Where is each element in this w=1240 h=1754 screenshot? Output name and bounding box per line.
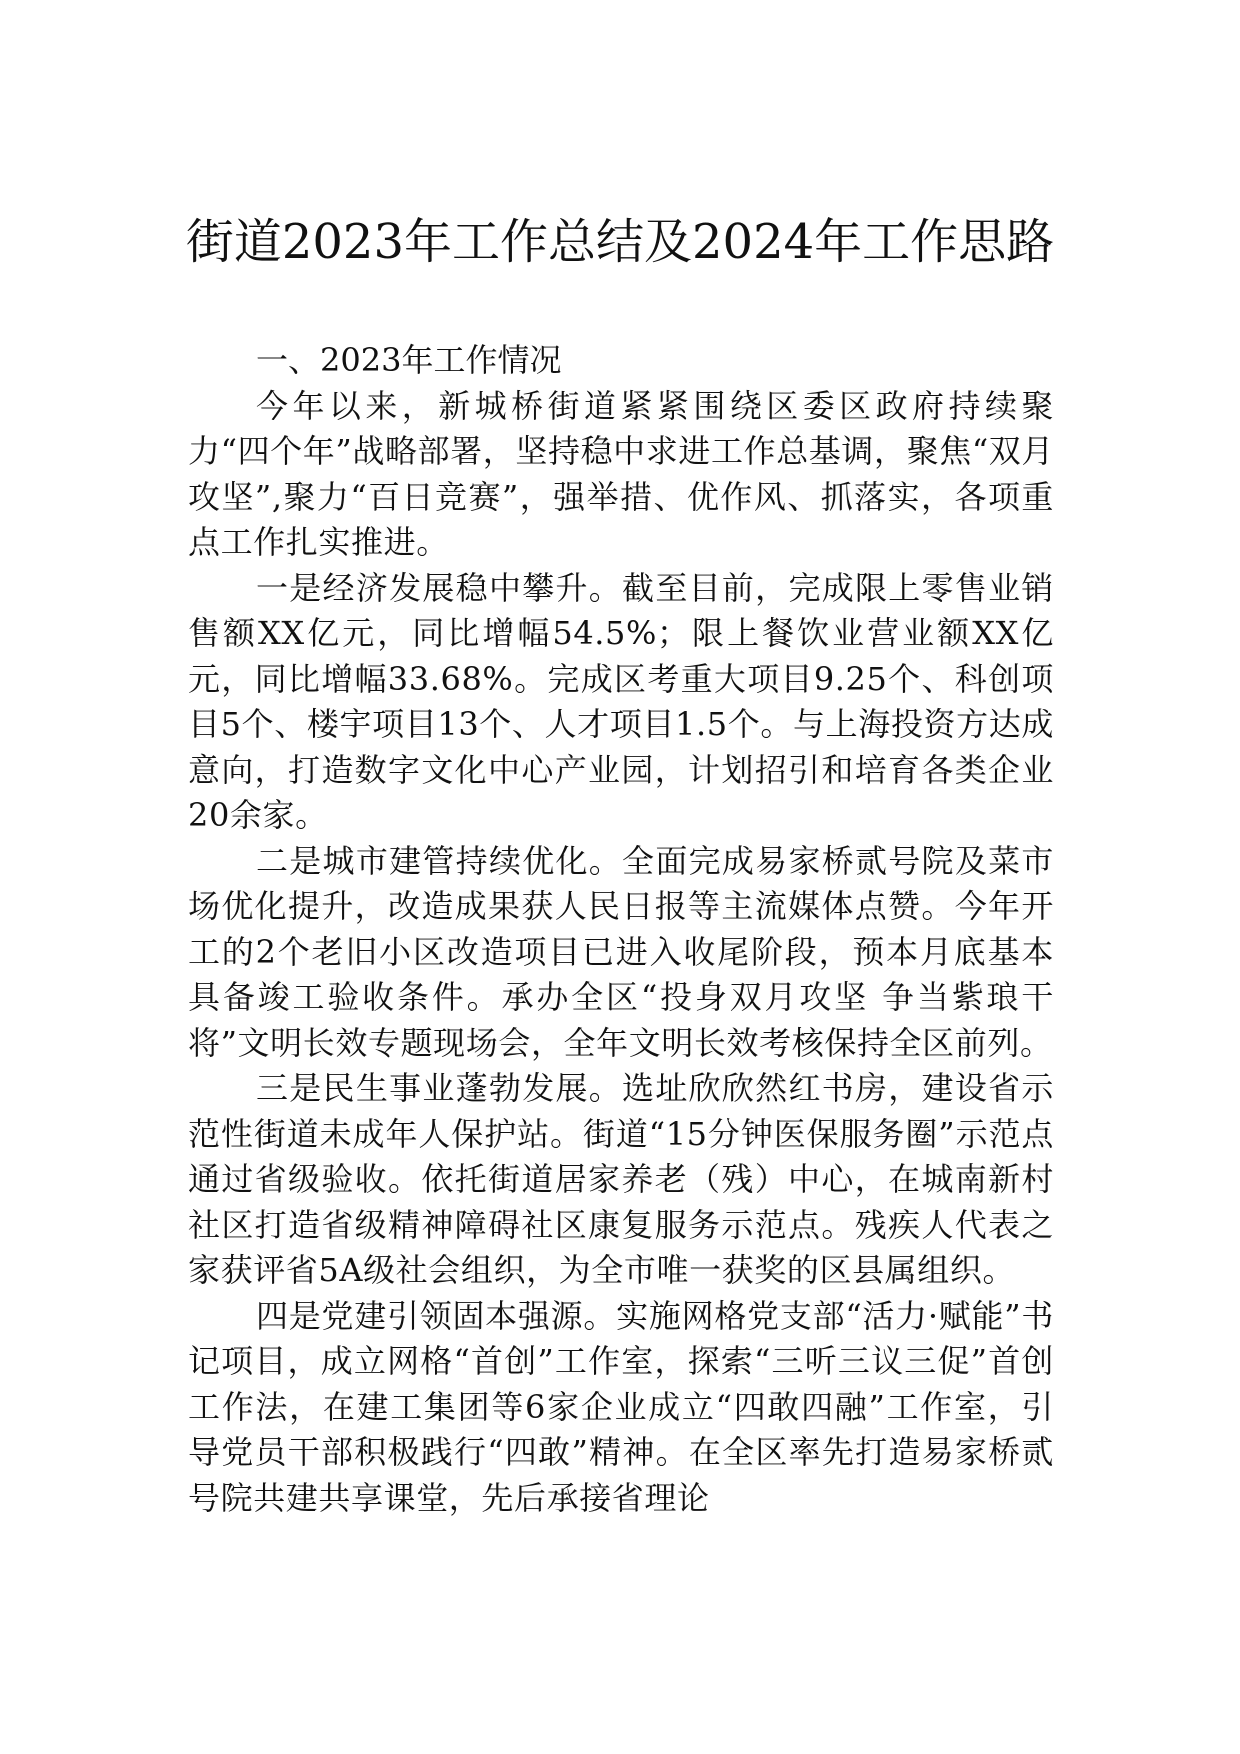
section-heading: 一、2023年工作情况 (256, 341, 562, 379)
document-body (188, 338, 1054, 1521)
document-title: 街道2023年工作总结及2024年工作思路 (185, 214, 1055, 270)
paragraph-urban-management: 二是城市建管持续优化。全面完成易家桥贰号院及菜市场优化提升，改造成果获人民日报等主流媒体点赞。今年开工的2个老旧小区改造项目已进入收尾阶段，预本月底基本具备竣工验收条件。承办全区“投身双月攻坚 争当紫琅干将”文明长效专题现场会，全年文明长效考核保持全区前列。 (188, 841, 1054, 1062)
paragraph-intro: 今年以来，新城桥街道紧紧围绕区委区政府持续聚力“四个年”战略部署，坚持稳中求进工作总基调，聚焦“双月攻坚”,聚力“百日竞赛”，强举措、优作风、抓落实，各项重点工作扎实推进。 (188, 386, 1054, 561)
paragraph-economy: 一是经济发展稳中攀升。截至目前，完成限上零售业销售额XX亿元，同比增幅54.5%；限上餐饮业营业额XX亿元，同比增幅33.68%。完成区考重大项目9.25个、科创项目5个、楼宇项目13个、人才项目1.5个。与上海投资方达成意向，打造数字文化中心产业园，计划招引和培育各类企业20余家。 (188, 568, 1054, 834)
paragraph-livelihood: 三是民生事业蓬勃发展。选址欣欣然红书房，建设省示范性街道未成年人保护站。街道“15分钟医保服务圈”示范点通过省级验收。依托街道居家养老（残）中心，在城南新村社区打造省级精神障碍社区康复服务示范点。残疾人代表之家获评省5A级社会组织，为全市唯一获奖的区县属组织。 (188, 1069, 1054, 1289)
paragraph-party-building: 四是党建引领固本强源。实施网格党支部“活力·赋能”书记项目，成立网格“首创”工作室，探索“三听三议三促”首创工作法，在建工集团等6家企业成立“四敢四融”工作室，引导党员干部积极践行“四敢”精神。在全区率先打造易家桥贰号院共建共享课堂，先后承接省理论 (188, 1296, 1054, 1517)
